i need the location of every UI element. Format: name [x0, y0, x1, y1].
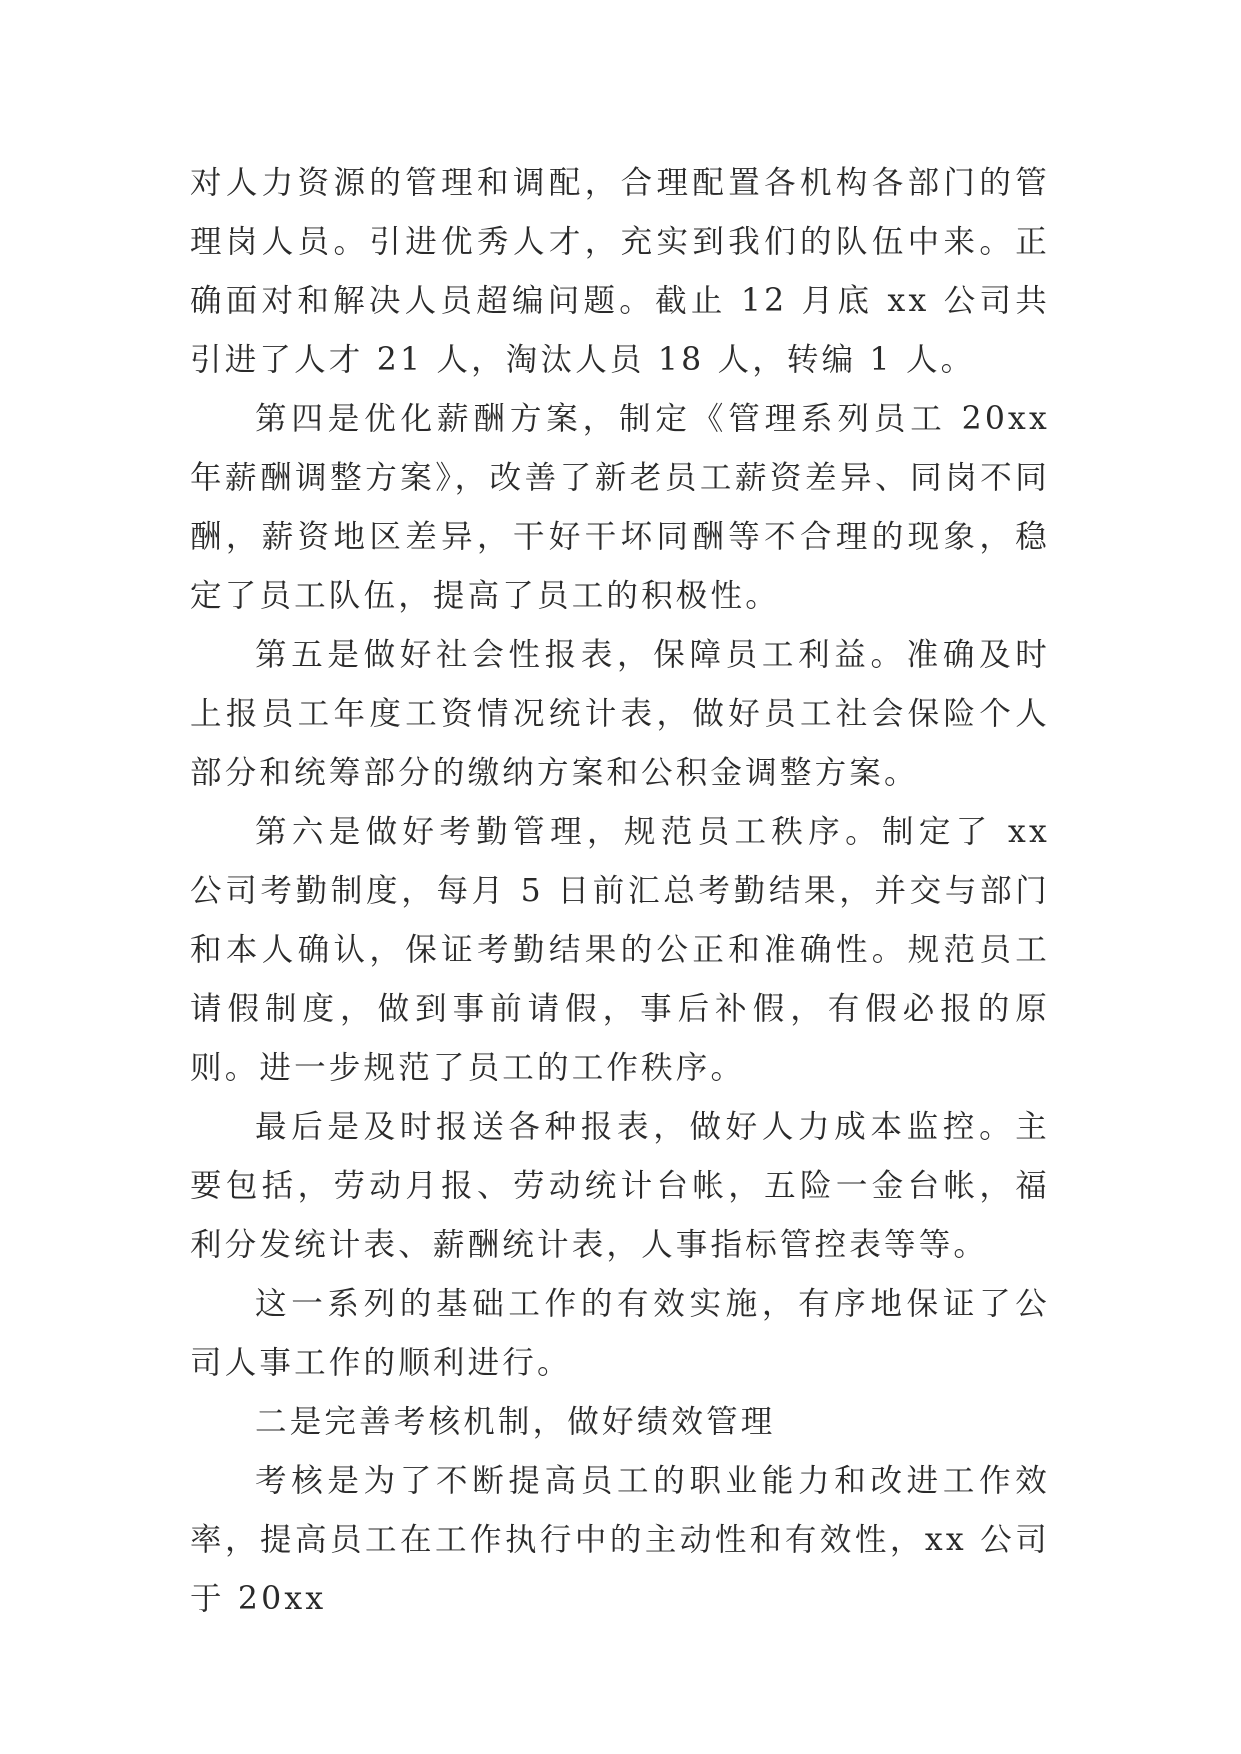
document-body: [190, 154, 1050, 1629]
paragraph-salary-plan: 第四是优化薪酬方案，制定《管理系列员工 20xx 年薪酬调整方案》，改善了新老员工薪资差异、同岗不同酬，薪资地区差异，干好干坏同酬等不合理的现象，稳定了员工队伍，提高了员工的积极性。: [190, 401, 1050, 614]
paragraph-staff-allocation: 对人力资源的管理和调配，合理配置各机构各部门的管理岗人员。引进优秀人才，充实到我们的队伍中来。正确面对和解决人员超编问题。截止 12 月底 xx 公司共引进了人才 21 人，淘汰人员 18 人，转编 1 人。: [190, 165, 1050, 378]
section-heading-performance: 二是完善考核机制，做好绩效管理: [255, 1404, 776, 1440]
paragraph-attendance: 第六是做好考勤管理，规范员工秩序。制定了 xx 公司考勤制度，每月 5 日前汇总考勤结果，并交与部门和本人确认，保证考勤结果的公正和准确性。规范员工请假制度，做到事前请假，事后补假，有假必报的原则。进一步规范了员工的工作秩序。: [190, 814, 1050, 1086]
paragraph-social-reports: 第五是做好社会性报表，保障员工利益。准确及时上报员工年度工资情况统计表，做好员工社会保险个人部分和统筹部分的缴纳方案和公积金调整方案。: [190, 637, 1050, 791]
paragraph-summary: 这一系列的基础工作的有效实施，有序地保证了公司人事工作的顺利进行。: [190, 1286, 1050, 1381]
paragraph-assessment: 考核是为了不断提高员工的职业能力和改进工作效率，提高员工在工作执行中的主动性和有效性，xx 公司于 20xx: [190, 1463, 1050, 1617]
paragraph-report-submission: 最后是及时报送各种报表，做好人力成本监控。主要包括，劳动月报、劳动统计台帐，五险一金台帐，福利分发统计表、薪酬统计表，人事指标管控表等等。: [190, 1109, 1050, 1263]
